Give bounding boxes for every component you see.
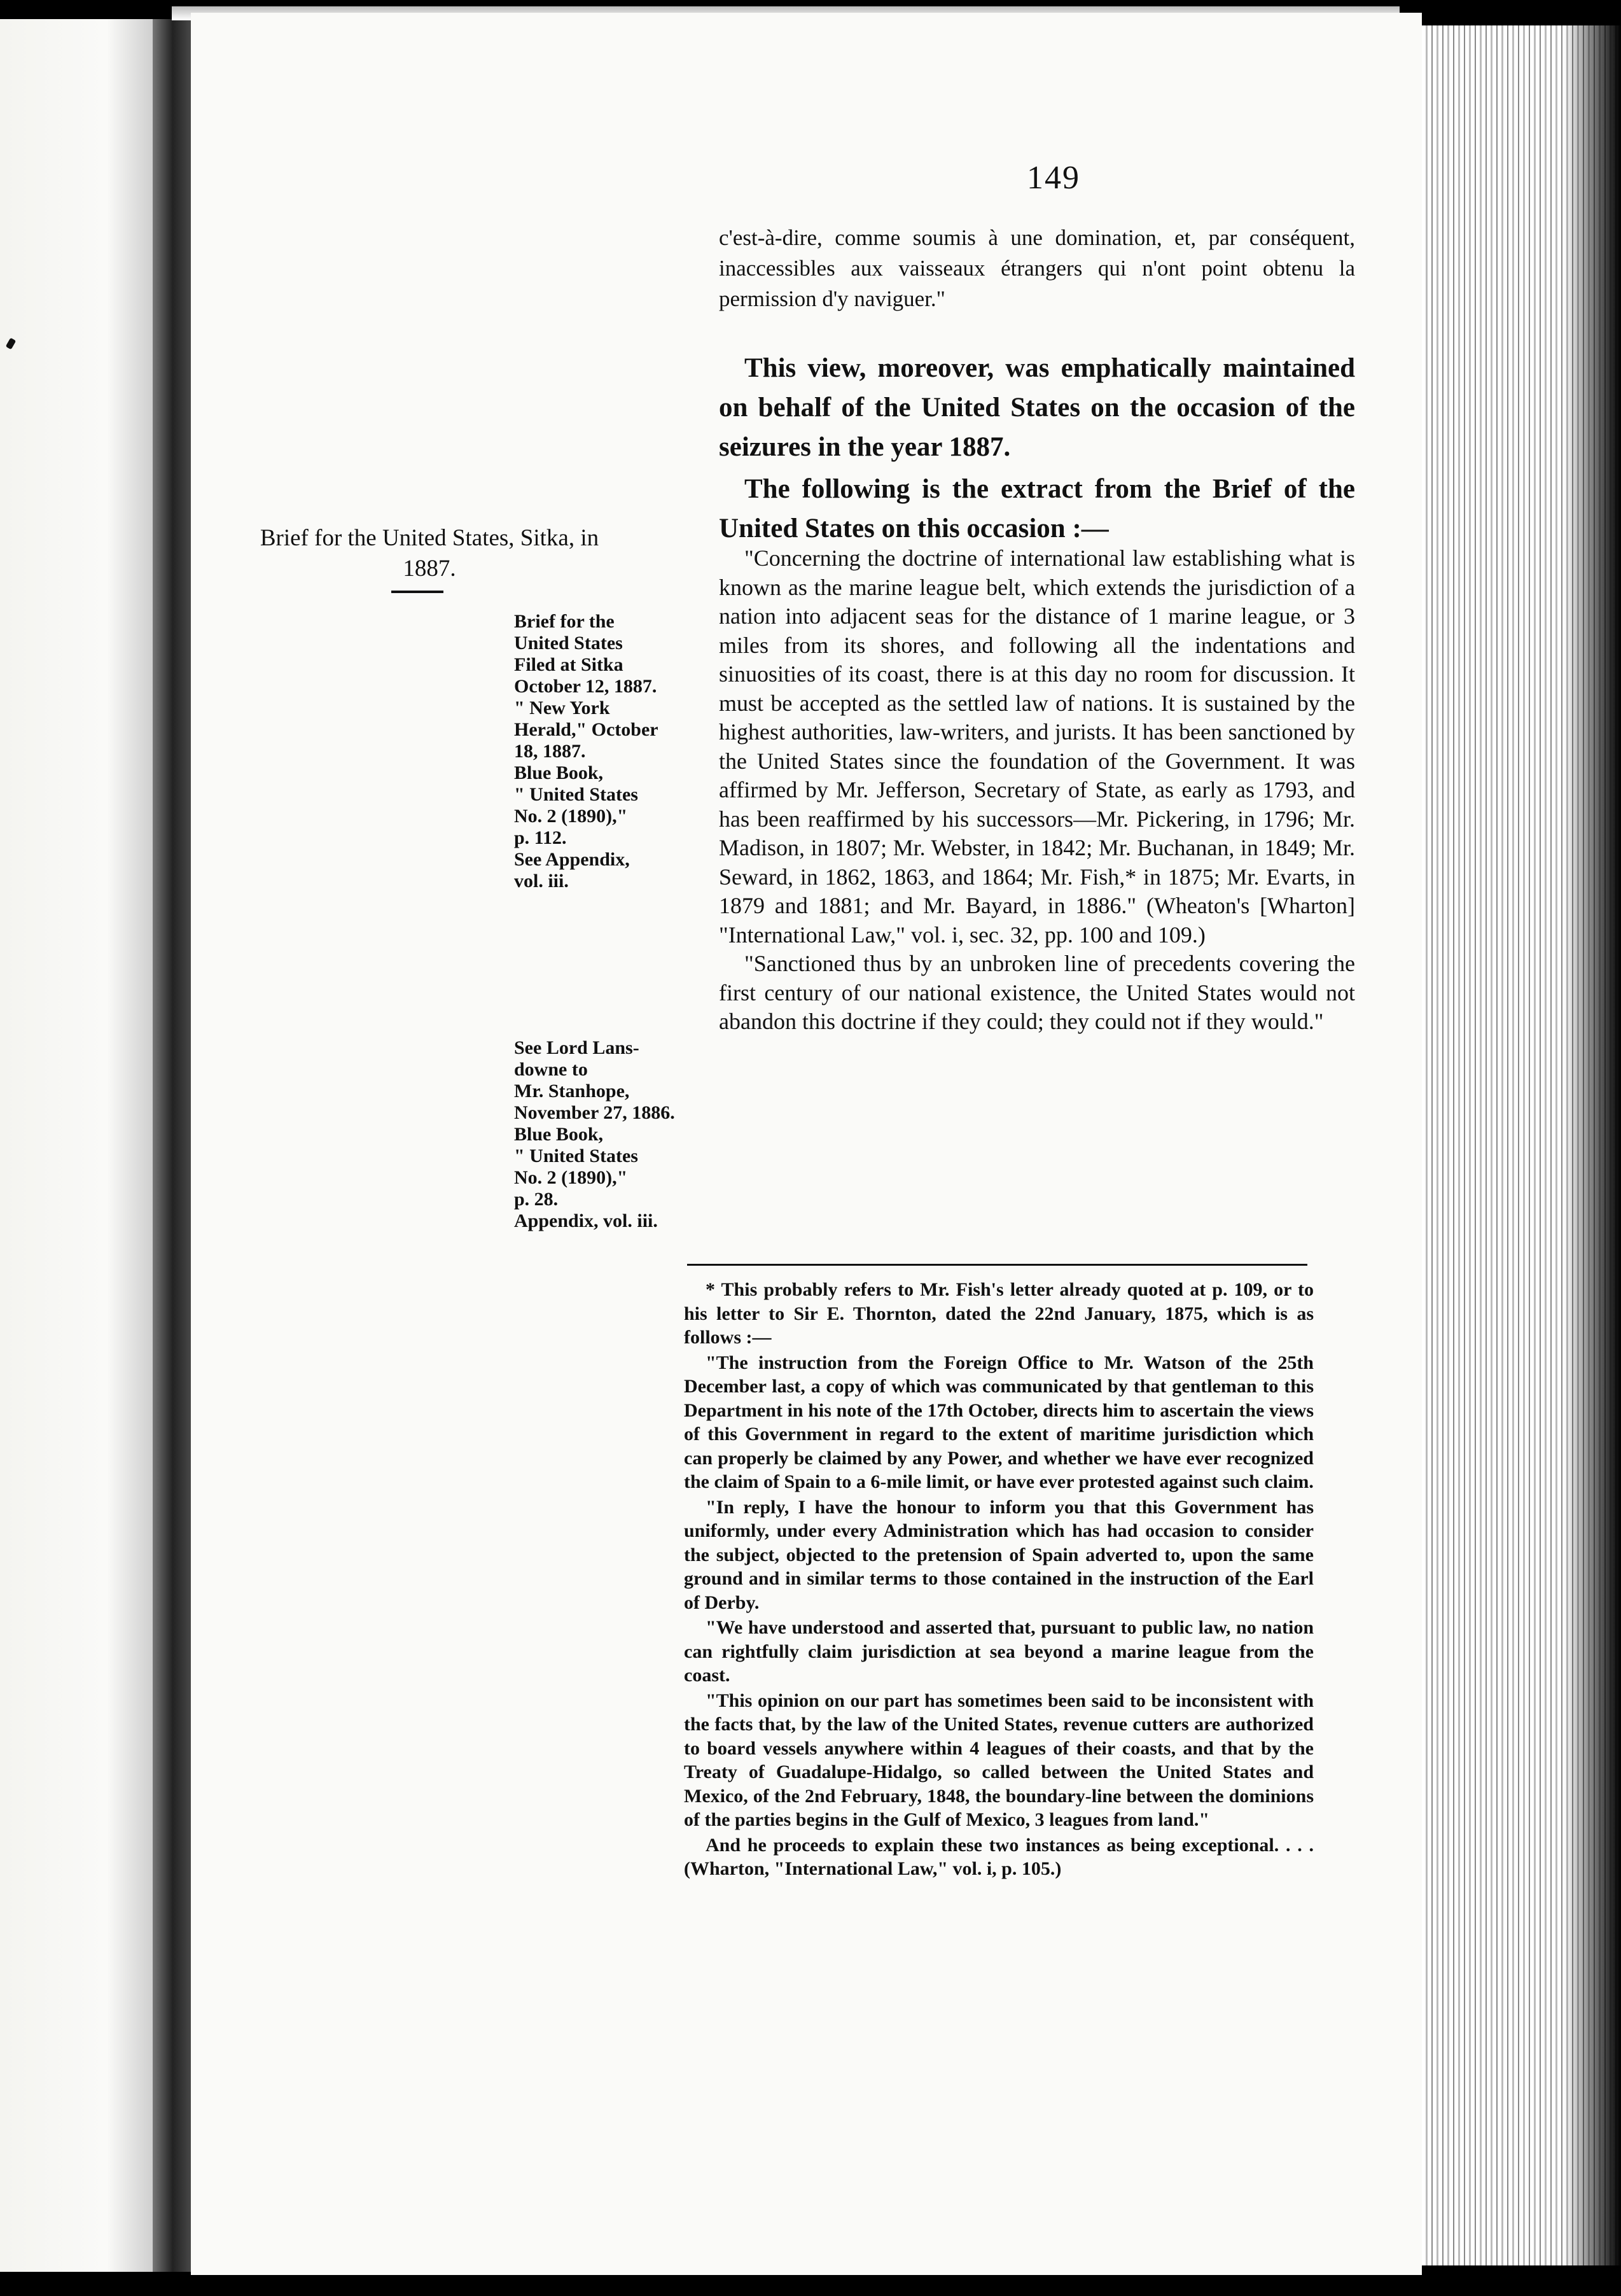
footnote-paragraph: "This opinion on our part has sometimes been said to be inconsistent with the facts that, by the law of the United States, revenue cutters are authorized to board vessels anywhere within 4 leagues of their coasts, and that by the Treaty of Guadalupe-Hidalgo, so called between the United States and Mexico, of the 2nd February, 1848, the boundary-line between the dominions of the parties begins in the Gulf of Mexico, 3 leagues from land." (684, 1690, 1314, 1830)
margin-note: Brief for the United States Filed at Sitka October 12, 1887. " New York Herald," October 18, 1887. Blue Book, " United States No. 2 (1890)," p. 112. See Appendix, vol. iii. (514, 611, 658, 892)
side-heading: Brief for the United States, Sitka, in 1887. (260, 525, 599, 582)
footnote-paragraph: "We have understood and asserted that, pursuant to public law, no nation can rightfully claim jurisdiction at sea beyond a marine league from the coast. (684, 1617, 1314, 1686)
page-stack-edges (1422, 25, 1621, 2265)
intro-paragraph: The following is the extract from the Brief of the United States on this occasion :— (719, 474, 1355, 543)
margin-note: See Lord Lans- downe to Mr. Stanhope, November 27, 1886. Blue Book, " United States No. 2 (1890)," p. 28. Appendix, vol. iii. (514, 1037, 675, 1231)
brief-paragraph: "Sanctioned thus by an unbroken line of precedents covering the first century of our national existence, the United States would not abandon this doctrine if they could; they could not if they would." (719, 951, 1355, 1034)
facing-page-edge (0, 19, 153, 2272)
brief-extract (719, 544, 1355, 1037)
footnote (684, 1278, 1314, 1881)
intro-text (719, 349, 1355, 551)
footnote-rule (687, 1264, 1307, 1266)
opening-quote (719, 223, 1355, 314)
opening-quote-text: c'est-à-dire, comme soumis à une domination, et, par conséquent, inaccessibles aux vaisseaux étrangers qui n'ont point obtenu la permission d'y naviguer." (719, 225, 1355, 311)
brief-paragraph: "Concerning the doctrine of international law establishing what is known as the marine league belt, which extends the jurisdiction of a nation into adjacent seas for the distance of 1 marine league, or 3 miles from its shores, and following all the indentations and sinuosities of its coast, there is at this day no room for discussion. It must be accepted as the settled law of nations. It is sustained by the highest authorities, law-writers, and jurists. It has been sanctioned by the United States since the foundation of the Government. It was affirmed by Mr. Jefferson, Secretary of State, as early as 1793, and has been reaffirmed by his successors—Mr. Pickering, in 1796; Mr. Madison, in 1807; Mr. Webster, in 1842; Mr. Buchanan, in 1849; Mr. Seward, in 1862, 1863, and 1864; Mr. Fish,* in 1875; Mr. Evarts, in 1879 and 1881; and Mr. Bayard, in 1886." (Wheaton's [Wharton] "International Law," vol. i, sec. 32, pp. 100 and 109.) (719, 545, 1355, 948)
footnote-paragraph: And he proceeds to explain these two instances as being exceptional. . . . (Wharton, "International Law," vol. i, p. 105.) (684, 1834, 1314, 1879)
intro-paragraph: This view, moreover, was emphatically maintained on behalf of the United States on the occasion of the seizures in the year 1887. (719, 353, 1355, 462)
footnote-paragraph: * This probably refers to Mr. Fish's letter already quoted at p. 109, or to his letter to Sir E. Thornton, dated the 22nd January, 1875, which is as follows :— (684, 1279, 1314, 1348)
page-number: 149 (1027, 160, 1080, 196)
side-heading-rule (391, 591, 443, 593)
footnote-paragraph: "The instruction from the Foreign Office to Mr. Watson of the 25th December last, a copy of which was communicated by that gentleman to this Department in his note of the 17th October, directs him to ascertain the views of this Government in regard to the extent of maritime jurisdiction which can properly be claimed by any Power, and whether we have ever recognized the claim of Spain to a 6-mile limit, or have ever protested against such claim. (684, 1352, 1314, 1492)
footnote-paragraph: "In reply, I have the honour to inform you that this Government has uniformly, under every Administration which has had occasion to consider the subject, objected to the pretension of Spain adverted to, upon the same ground and in similar terms to those contained in the instruction of the Earl of Derby. (684, 1496, 1314, 1613)
